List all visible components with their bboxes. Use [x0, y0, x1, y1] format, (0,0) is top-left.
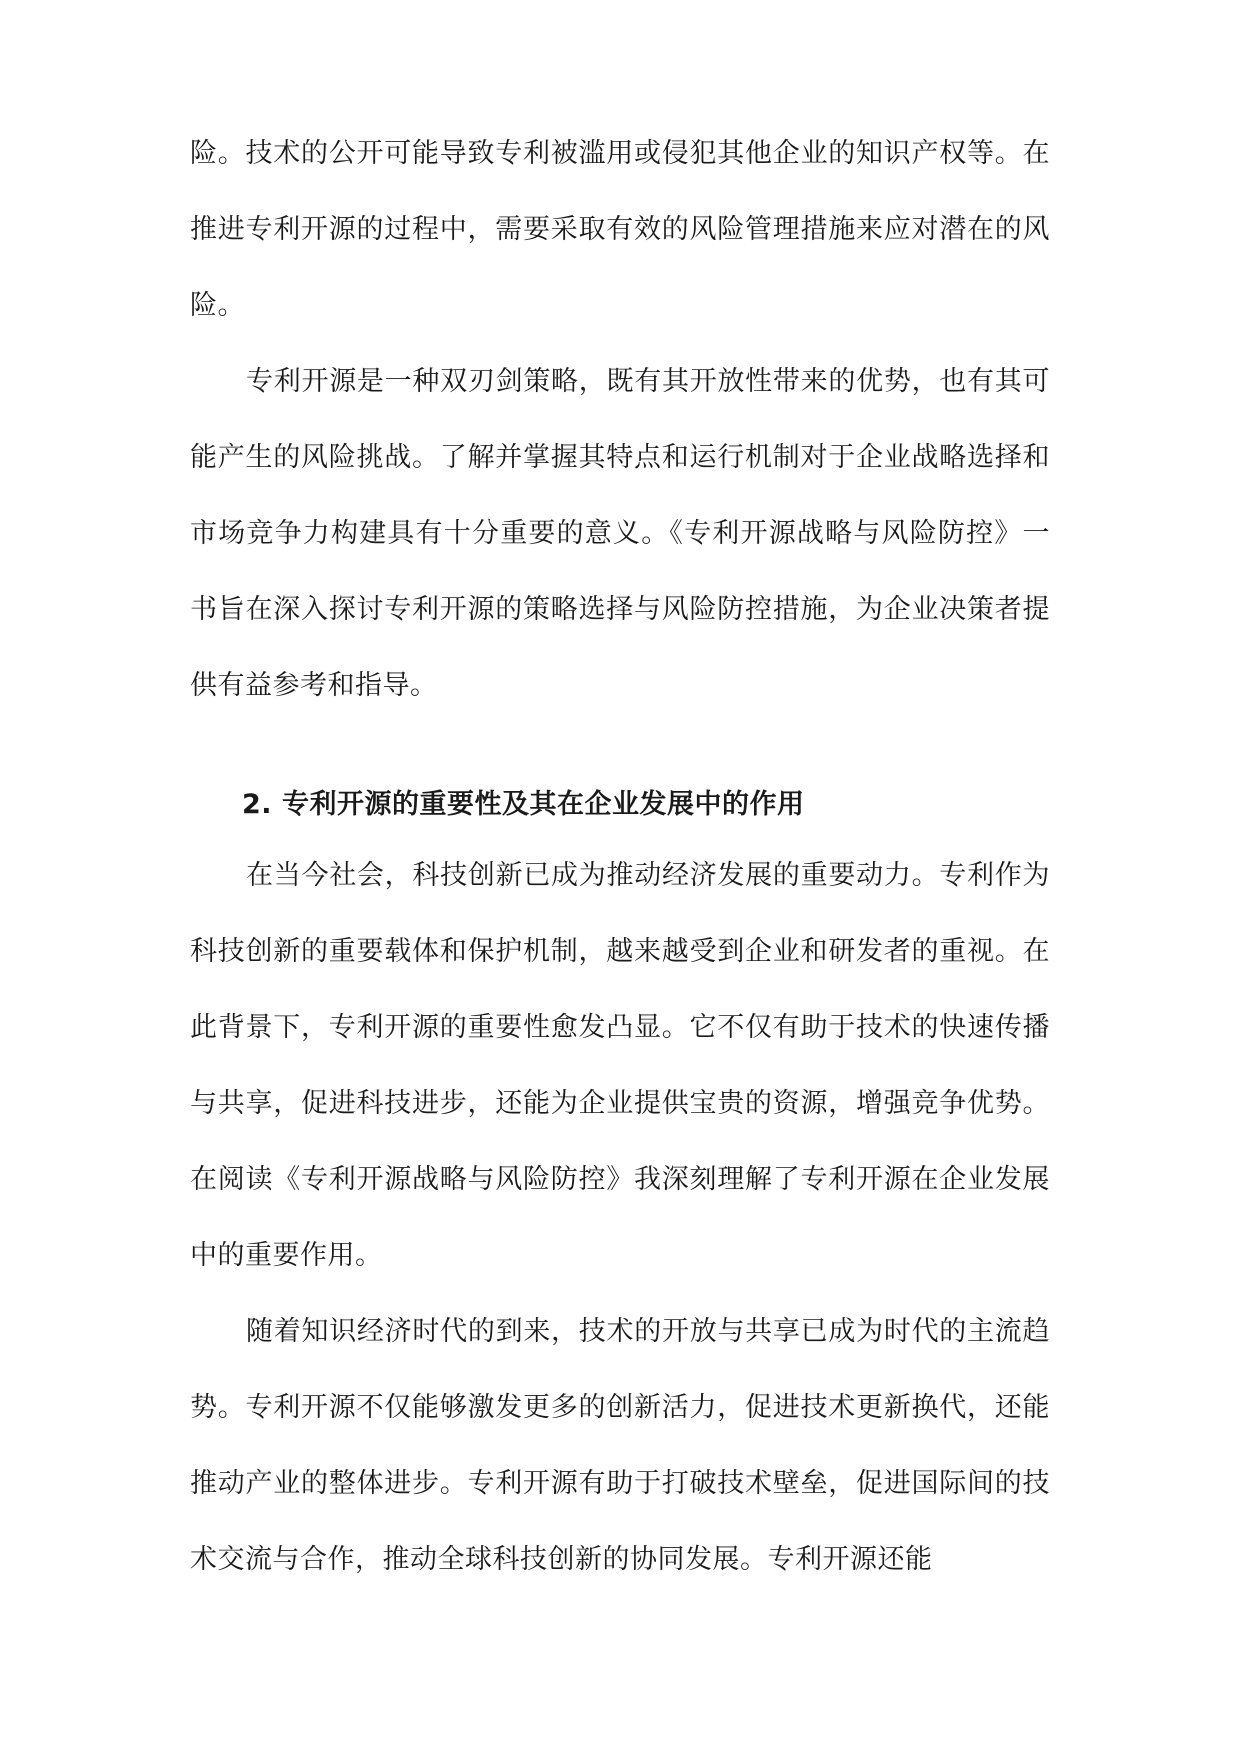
section-heading: 2. 专利开源的重要性及其在企业发展中的作用 — [242, 789, 805, 820]
paragraph-continuation: 险。技术的公开可能导致专利被滥用或侵犯其他企业的知识产权等。在推进专利开源的过程中，需要采取有效的风险管理措施来应对潜在的风险。 — [190, 138, 1050, 321]
paragraph-knowledge-economy: 随着知识经济时代的到来，技术的开放与共享已成为时代的主流趋势。专利开源不仅能够激发更多的创新活力，促进技术更新换代，还能推动产业的整体进步。专利开源有助于打破技术壁垒，促进国际间的技术交流与合作，推动全球科技创新的协同发展。专利开源还能 — [190, 1316, 1050, 1575]
paragraph-double-edged-strategy: 专利开源是一种双刃剑策略，既有其开放性带来的优势，也有其可能产生的风险挑战。了解并掌握其特点和运行机制对于企业战略选择和市场竞争力构建具有十分重要的意义。《专利开源战略与风险防控》一书旨在深入探讨专利开源的策略选择与风险防控措施，为企业决策者提供有益参考和指导。 — [190, 366, 1050, 701]
paragraph-importance: 在当今社会，科技创新已成为推动经济发展的重要动力。专利作为科技创新的重要载体和保护机制，越来越受到企业和研发者的重视。在此背景下，专利开源的重要性愈发凸显。它不仅有助于技术的快速传播与共享，促进科技进步，还能为企业提供宝贵的资源，增强竞争优势。在阅读《专利开源战略与风险防控》我深刻理解了专利开源在企业发展中的重要作用。 — [190, 860, 1050, 1271]
